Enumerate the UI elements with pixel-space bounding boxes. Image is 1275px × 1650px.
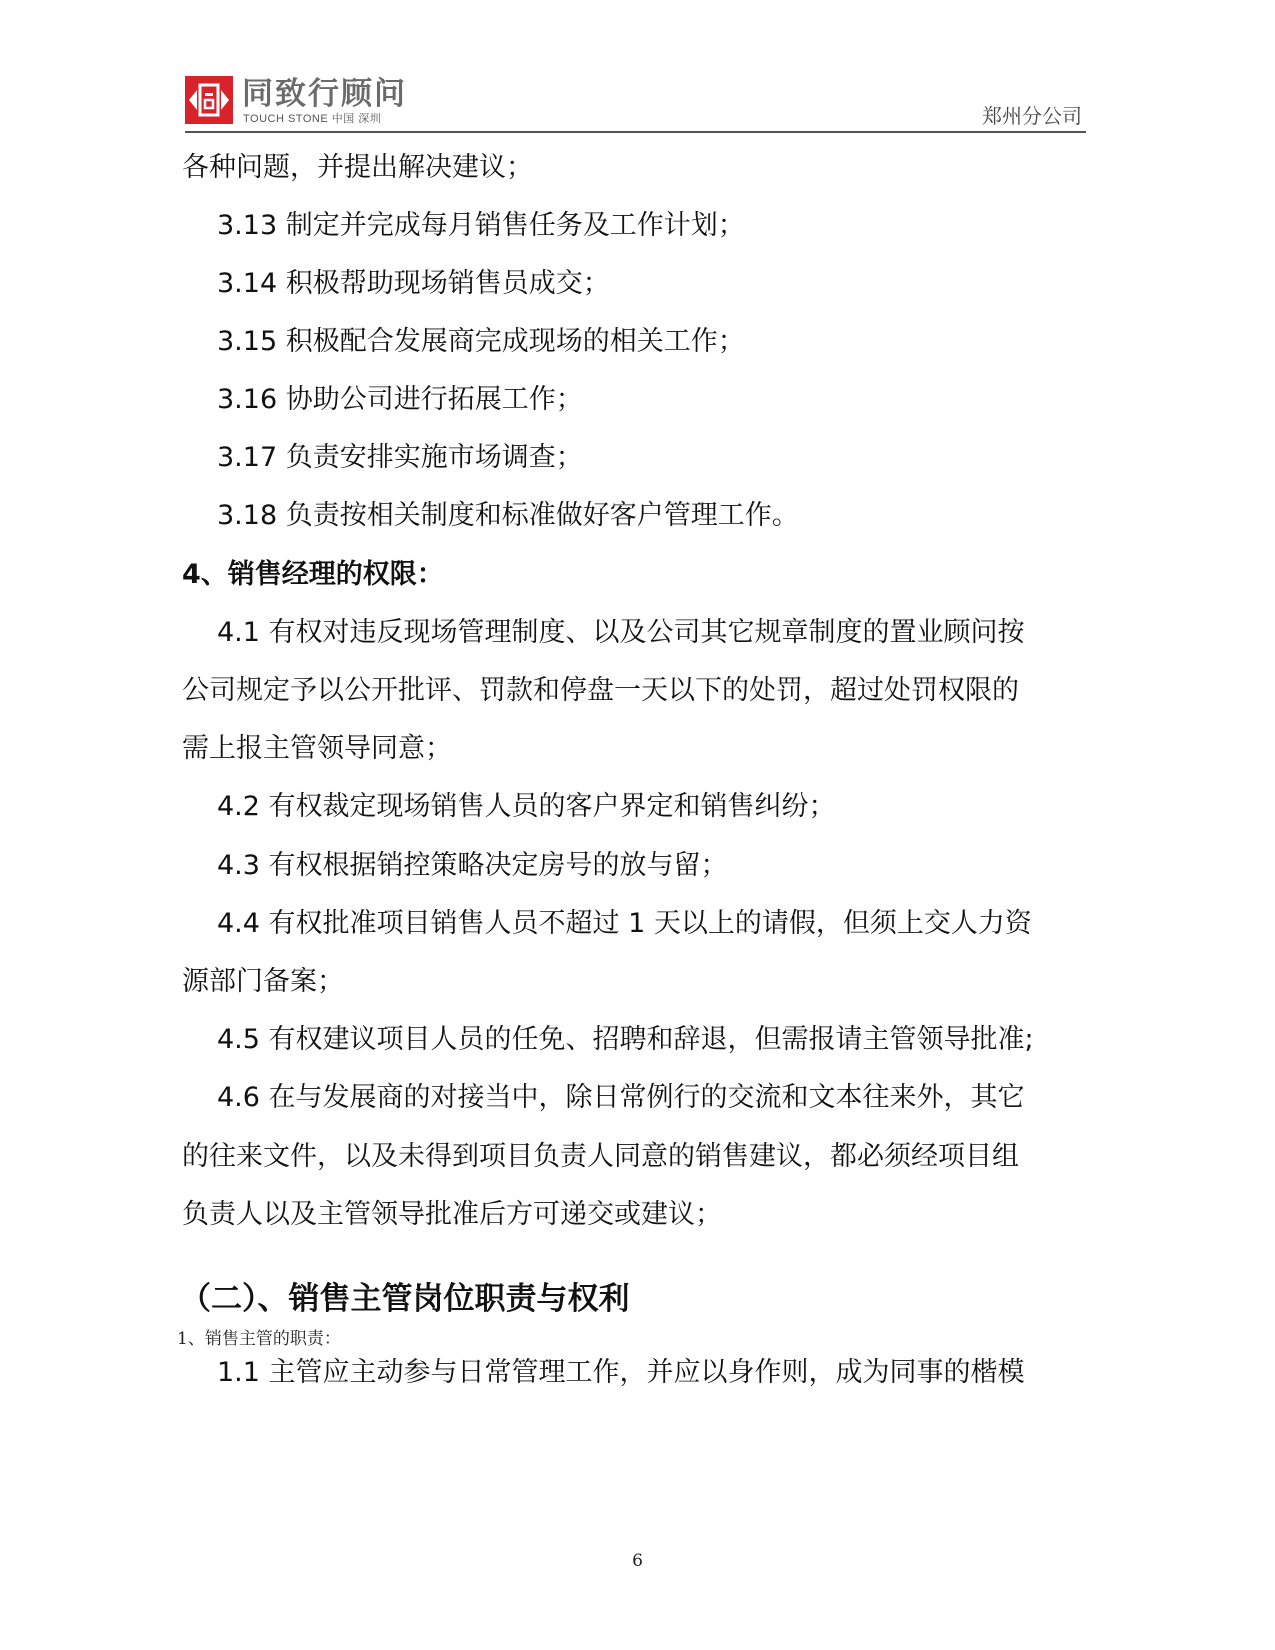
text-line: 3.13 制定并完成每月销售任务及工作计划； bbox=[217, 210, 745, 241]
header-divider bbox=[185, 131, 1086, 133]
text-line: 1.1 主管应主动参与日常管理工作，并应以身作则，成为同事的楷模 bbox=[217, 1357, 1025, 1388]
text-line: 3.17 负责安排实施市场调查； bbox=[217, 442, 583, 473]
text-line: 4.2 有权裁定现场销售人员的客户界定和销售纠纷； bbox=[217, 791, 836, 822]
touchstone-logo-icon bbox=[185, 76, 233, 124]
text-line: 4.6 在与发展商的对接当中，除日常例行的交流和文本往来外，其它 bbox=[217, 1082, 1025, 1113]
text-line: 各种问题，并提出解决建议； bbox=[182, 152, 533, 183]
text-line: 的往来文件，以及未得到项目负责人同意的销售建议，都必须经项目组 bbox=[182, 1141, 1019, 1172]
brand-name: 同致行顾问 bbox=[242, 76, 407, 112]
text-line: 3.14 积极帮助现场销售员成交； bbox=[217, 268, 610, 299]
text-line: 需上报主管领导同意； bbox=[182, 733, 452, 764]
text-line: 源部门备案； bbox=[182, 966, 344, 997]
text-line: 3.15 积极配合发展商完成现场的相关工作； bbox=[217, 326, 745, 357]
section-title: （二）、销售主管岗位职责与权利 bbox=[180, 1281, 630, 1317]
text-line: 公司规定予以公开批评、罚款和停盘一天以下的处罚，超过处罚权限的 bbox=[182, 675, 1019, 706]
subheading: 4、销售经理的权限： bbox=[182, 559, 444, 590]
text-line: 4.4 有权批准项目销售人员不超过 1 天以上的请假，但须上交人力资 bbox=[217, 908, 1032, 939]
text-line: 4.5 有权建议项目人员的任免、招聘和辞退，但需报请主管领导批准; bbox=[217, 1024, 1034, 1055]
text-line: 3.18 负责按相关制度和标准做好客户管理工作。 bbox=[217, 500, 799, 531]
brand-english: TOUCH STONE 中国 深圳 bbox=[243, 113, 382, 125]
page-number: 6 bbox=[632, 1551, 643, 1571]
branch-name: 郑州分公司 bbox=[982, 104, 1082, 128]
text-line: 3.16 协助公司进行拓展工作； bbox=[217, 384, 583, 415]
page-header bbox=[185, 66, 1086, 132]
text-line: 负责人以及主管领导批准后方可递交或建议； bbox=[182, 1199, 722, 1230]
text-line: 4.1 有权对违反现场管理制度、以及公司其它规章制度的置业顾问按 bbox=[217, 617, 1025, 648]
subsection-heading: 1、销售主管的职责： bbox=[177, 1329, 341, 1349]
text-line: 4.3 有权根据销控策略决定房号的放与留； bbox=[217, 850, 728, 881]
